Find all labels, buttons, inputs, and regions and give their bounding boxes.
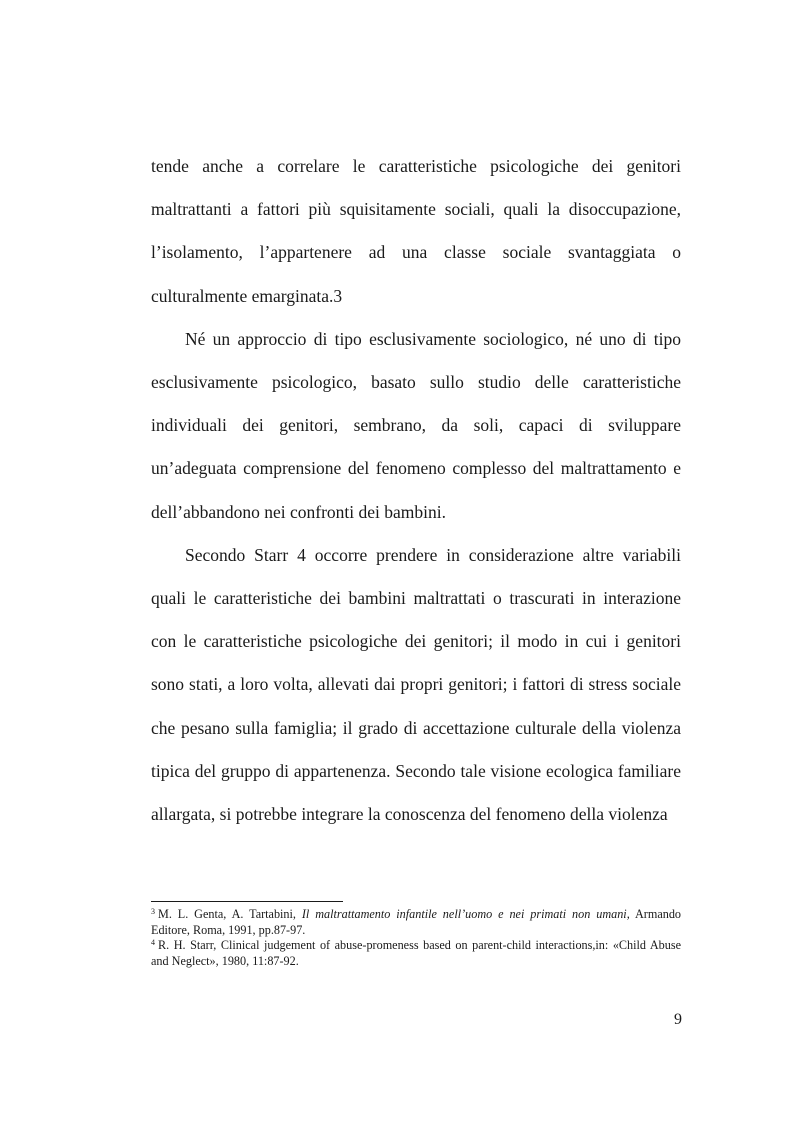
footnote-mark: 4 xyxy=(151,938,155,947)
footnote-authors: M. L. Genta, A. Tartabini, xyxy=(158,907,302,921)
footnote-citation: R. H. Starr, Clinical judgement of abuse-promeness based on parent-child interactions,in: «Child Abuse and Neglect», 1980, 11:87-92. xyxy=(151,938,681,968)
paragraph-2: Né un approccio di tipo esclusivamente sociologico, né uno di tipo esclusivamente psicologico, basato sullo studio delle caratteristiche individuali dei genitori, sembrano, da soli, capaci di sviluppare un’adeguata comprensione del fenomeno complesso del maltrattamento e dell’abbandono nei confronti dei bambini. xyxy=(151,328,681,522)
paragraph-3: Secondo Starr 4 occorre prendere in considerazione altre variabili quali le caratteristiche dei bambini maltrattati o trascurati in interazione con le caratteristiche psicologiche dei genitori; il modo in cui i genitori sono stati, a loro volta, allevati dai propri genitori; i fattori di stress sociale che pesano sulla famiglia; il grado di accettazione culturale della violenza tipica del gruppo di appartenenza. Secondo tale visione ecologica familiare allargata, si potrebbe integrare la conoscenza del fenomeno della violenza xyxy=(151,544,681,825)
body-text xyxy=(151,145,681,836)
footnote-publisher: Armando Editore, Roma, 1991, pp.87-97. xyxy=(151,907,682,937)
paragraph-1: tende anche a correlare le caratteristiche psicologiche dei genitori maltrattanti a fattori più squisitamente sociali, quali la disoccupazione, l’isolamento, l’appartenere ad una classe sociale svantaggiata o culturalmente emarginata.3 xyxy=(151,156,681,306)
footnote-3 xyxy=(151,907,681,938)
footnote-mark: 3 xyxy=(151,907,155,916)
page-number: 9 xyxy=(674,1011,682,1028)
footnote-title: Il maltrattamento infantile nell’uomo e nei primati non umani, xyxy=(301,907,630,921)
footnote-separator xyxy=(151,901,343,902)
footnotes xyxy=(151,907,681,969)
footnote-4 xyxy=(151,938,681,969)
